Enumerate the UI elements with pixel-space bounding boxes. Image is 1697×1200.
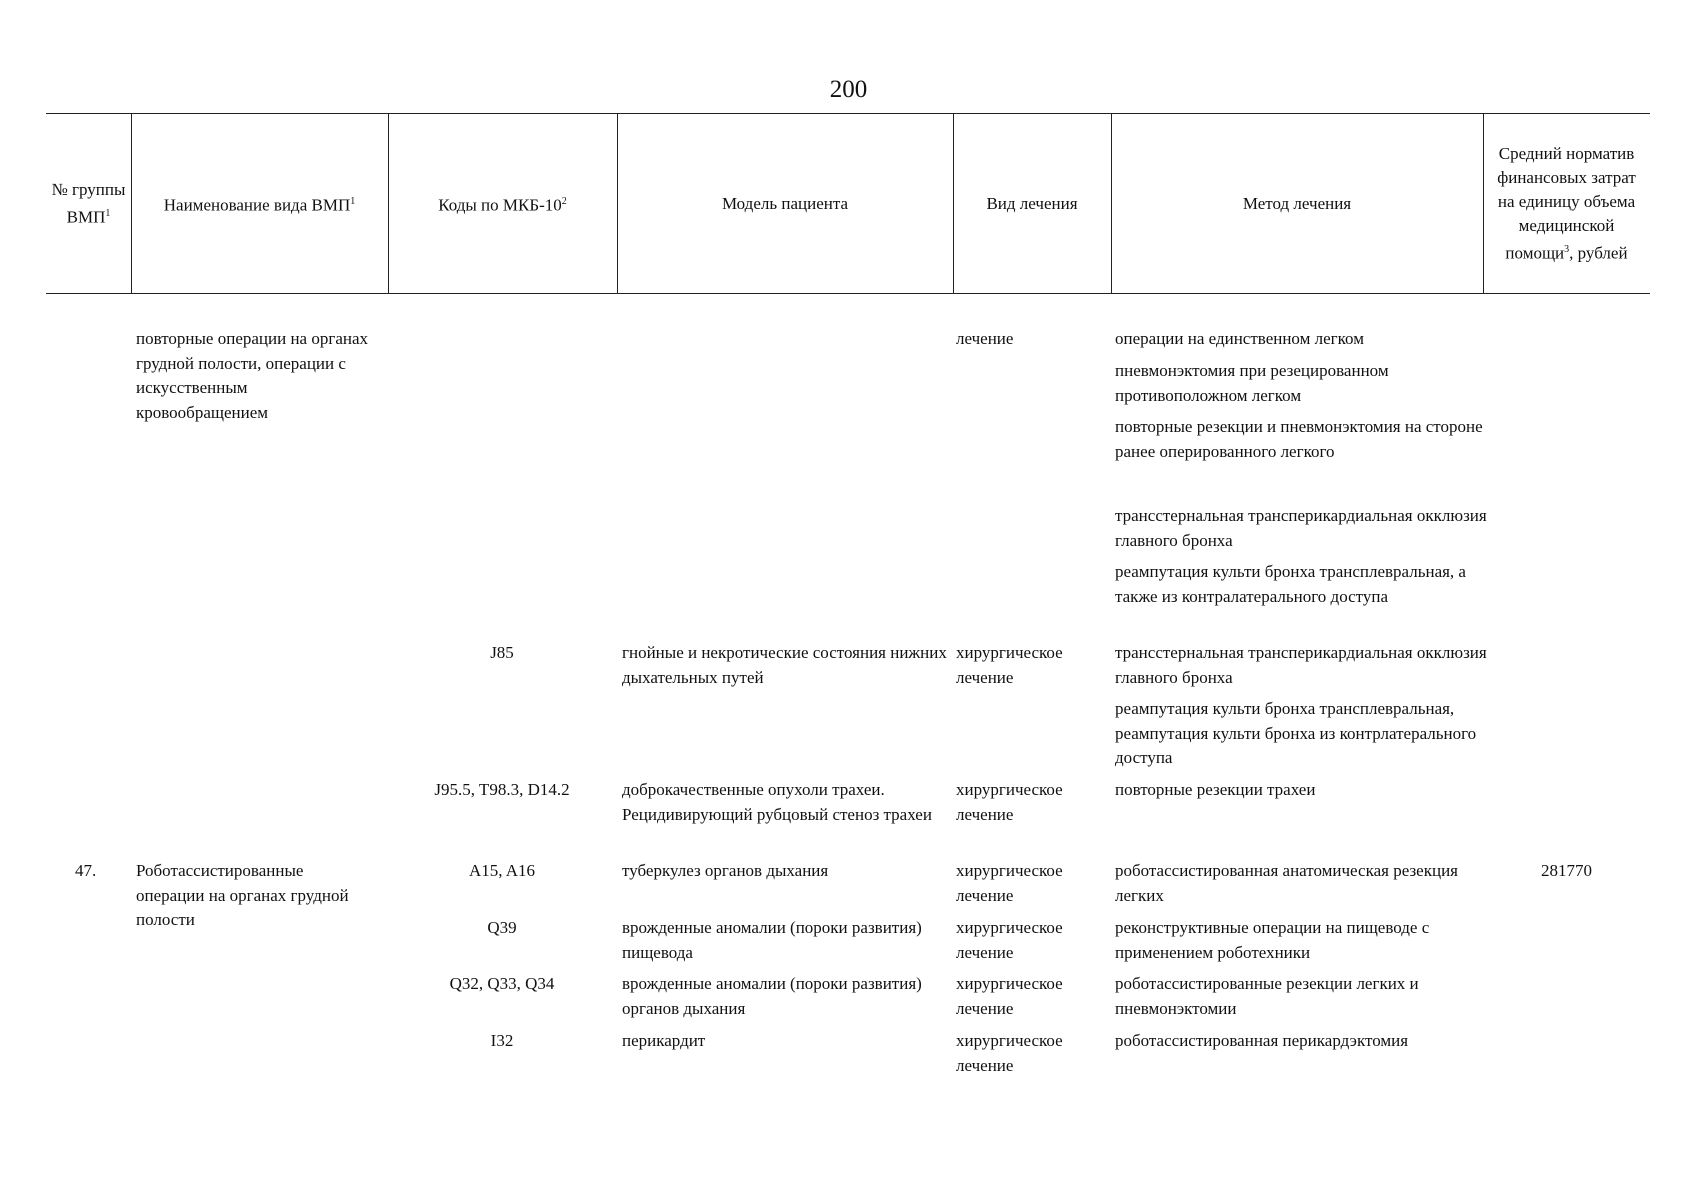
table-cell-code: A15, A16: [468, 861, 536, 880]
header-vmp-name: Наименование вида ВМП$^1$: [163, 195, 356, 215]
page-number: 200: [829, 76, 868, 103]
header-patient-model: Модель пациента: [721, 193, 849, 213]
table-cell-treatment: хирургическое лечение: [956, 918, 1063, 962]
table-cell-method: трансстернальная трансперикардиальная окклюзия главного бронха: [1115, 643, 1487, 687]
table-cell-code: Q32, Q33, Q34: [449, 974, 555, 993]
table-cell-patient-model: доброкачественные опухоли трахеи. Рецидивирующий рубцовый стеноз трахеи: [622, 780, 932, 824]
table-cell-cost: 281770: [1541, 861, 1592, 880]
table-cell-group-number: 47.: [75, 861, 97, 880]
table-cell-method: роботассистированные резекции легких и пневмонэктомии: [1115, 974, 1419, 1018]
table-cell-method: реампутация культи бронха трансплевральная, реампутация культи бронха из контрлатерального доступа: [1115, 699, 1477, 767]
header-group-number: № группы ВМП$^1$: [51, 179, 126, 227]
table-cell-treatment: хирургическое лечение: [956, 643, 1063, 687]
table-cell-treatment: хирургическое лечение: [956, 974, 1063, 1018]
table-cell-patient-model: врожденные аномалии (пороки развития) органов дыхания: [622, 974, 922, 1018]
table-cell-vmp-name: Роботассистированные операции на органах грудной полости: [136, 861, 349, 929]
table-cell-method: реконструктивные операции на пищеводе с применением роботехники: [1115, 918, 1430, 962]
table-cell-code: J95.5, T98.3, D14.2: [434, 780, 570, 799]
header-icd-codes: Коды по МКБ-$10^2$: [438, 195, 567, 215]
header-treatment-type: Вид лечения: [986, 193, 1078, 213]
table-cell-method: реампутация культи бронха трансплевральная, а также из контралатерального доступа: [1115, 562, 1466, 606]
table-cell-method: пневмонэктомия при резецированном противоположном легком: [1115, 361, 1389, 405]
table-cell-method: операции на единственном легком: [1115, 329, 1364, 348]
table-cell-method: повторные резекции и пневмонэктомия на стороне ранее оперированного легкого: [1115, 417, 1483, 461]
table-cell-treatment: хирургическое лечение: [956, 861, 1063, 905]
table-cell-treatment: хирургическое лечение: [956, 1031, 1063, 1075]
table-cell-method: роботассистированная анатомическая резекция легких: [1115, 861, 1458, 905]
table-cell-patient-model: перикардит: [622, 1031, 706, 1050]
header-cost-standard: Средний норматив финансовых затрат на единицу объема медицинской помощи$^3$, рублей: [1497, 143, 1636, 263]
table-cell-method: трансстернальная трансперикардиальная окклюзия главного бронха: [1115, 506, 1487, 550]
table-cell-treatment: лечение: [956, 329, 1014, 348]
table-cell-method: роботассистированная перикардэктомия: [1115, 1031, 1409, 1050]
table-cell-code: J85: [490, 643, 514, 662]
table-cell-method: повторные резекции трахеи: [1115, 780, 1316, 799]
table-header: [46, 113, 1650, 294]
table-cell-patient-model: туберкулез органов дыхания: [622, 861, 829, 880]
table-cell-vmp-name: повторные операции на органах грудной полости, операции с искусственным кровообращением: [136, 329, 369, 422]
table-cell-treatment: хирургическое лечение: [956, 780, 1063, 824]
table-cell-code: I32: [490, 1031, 514, 1050]
header-treatment-method: Метод лечения: [1242, 193, 1352, 213]
table-cell-patient-model: врожденные аномалии (пороки развития) пищевода: [622, 918, 922, 962]
table-cell-code: Q39: [487, 918, 517, 937]
table-cell-patient-model: гнойные и некротические состояния нижних дыхательных путей: [622, 643, 947, 687]
